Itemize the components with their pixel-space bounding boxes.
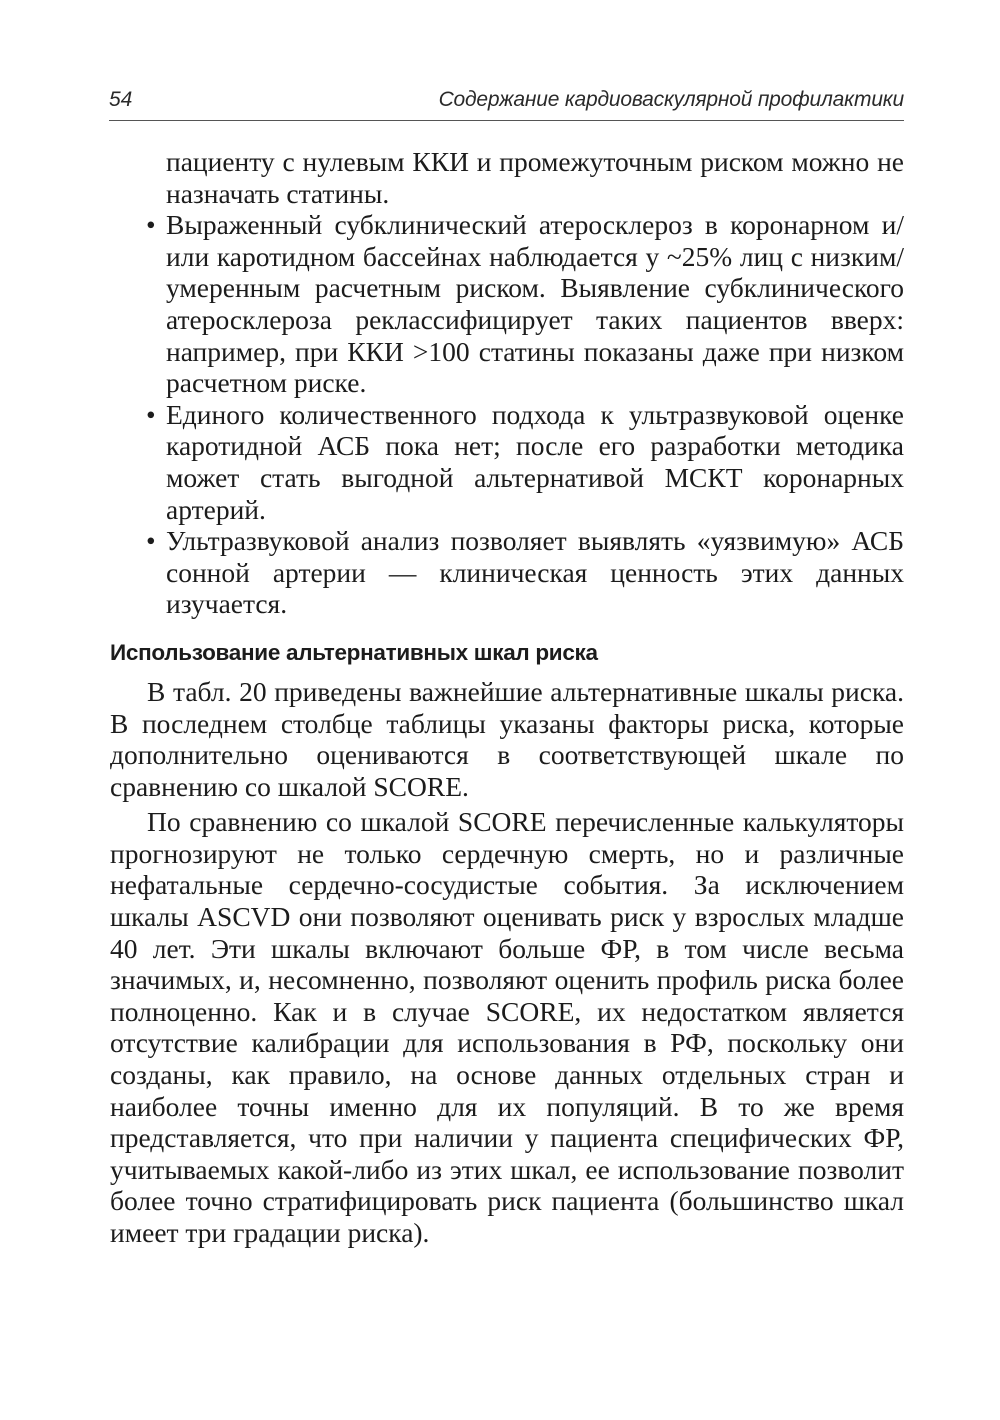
- list-item: [110, 399, 904, 525]
- list-item-text: Единого количественного подхода к ультразвуковой оценке каротидной АСБ пока нет; после его разработки методика может стать выгодной альтернативой МСКТ коронарных артерий.: [166, 398, 904, 525]
- running-title: Содержание кардиоваскулярной профилактики: [438, 88, 904, 111]
- paragraph: В табл. 20 приведены важнейшие альтернативные шкалы риска. В последнем столбце таблицы указаны факторы риска, которые дополнительно оцениваются в соответствующей шкале по сравнению со шкалой SCORE.: [110, 675, 904, 802]
- paragraph: По сравнению со шкалой SCORE перечисленные калькуляторы прогнозируют не только сердечную смерть, но и различные нефатальные сердечно-сосудистые события. За исключением шкалы ASCVD они позволяют оценивать риск у взрослых младше 40 лет. Эти шкалы включают больше ФР, в том числе весьма значимых, и, несомненно, позволяют оценить профиль риска более полноценно. Как и в случае SCORE, их недостатком является отсутствие калибрации для использования в РФ, поскольку они созданы, как правило, на основе данных отдельных стран и наиболее точны именно для их популяций. В то же время представляется, что при наличии у пациента специфических ФР, учитываемых какой-либо из этих шкал, ее использование позволит более точно стратифицировать риск пациента (большинство шкал имеет три градации риска).: [110, 806, 904, 1248]
- bullet-list: [110, 209, 904, 620]
- list-item-text: Выраженный субклинический атеросклероз в коронарном и/или каротидном бассейнах наблюдается у ~25% лиц с низким/умеренным расчетным риском. Выявление субклинического атеросклероза реклассифицирует таких пациентов вверх: например, при ККИ >100 статины показаны даже при низком расчетном риске.: [166, 209, 904, 399]
- bullet-marker: •: [146, 398, 156, 430]
- list-item: [110, 209, 904, 399]
- section-heading: Использование альтернативных шкал риска: [110, 639, 598, 665]
- bullet-marker: •: [146, 209, 156, 241]
- bullet-marker: •: [146, 525, 156, 557]
- list-item-text: Ультразвуковой анализ позволяет выявлять «уязвимую» АСБ сонной артерии — клиническая ценность этих данных изучается.: [166, 525, 904, 620]
- page-number: 54: [109, 88, 133, 111]
- list-item: [110, 525, 904, 620]
- page-body: [110, 146, 904, 1249]
- running-header: [109, 86, 904, 121]
- continued-bullet-text: пациенту с нулевым ККИ и промежуточным риском можно не назначать статины.: [166, 146, 904, 209]
